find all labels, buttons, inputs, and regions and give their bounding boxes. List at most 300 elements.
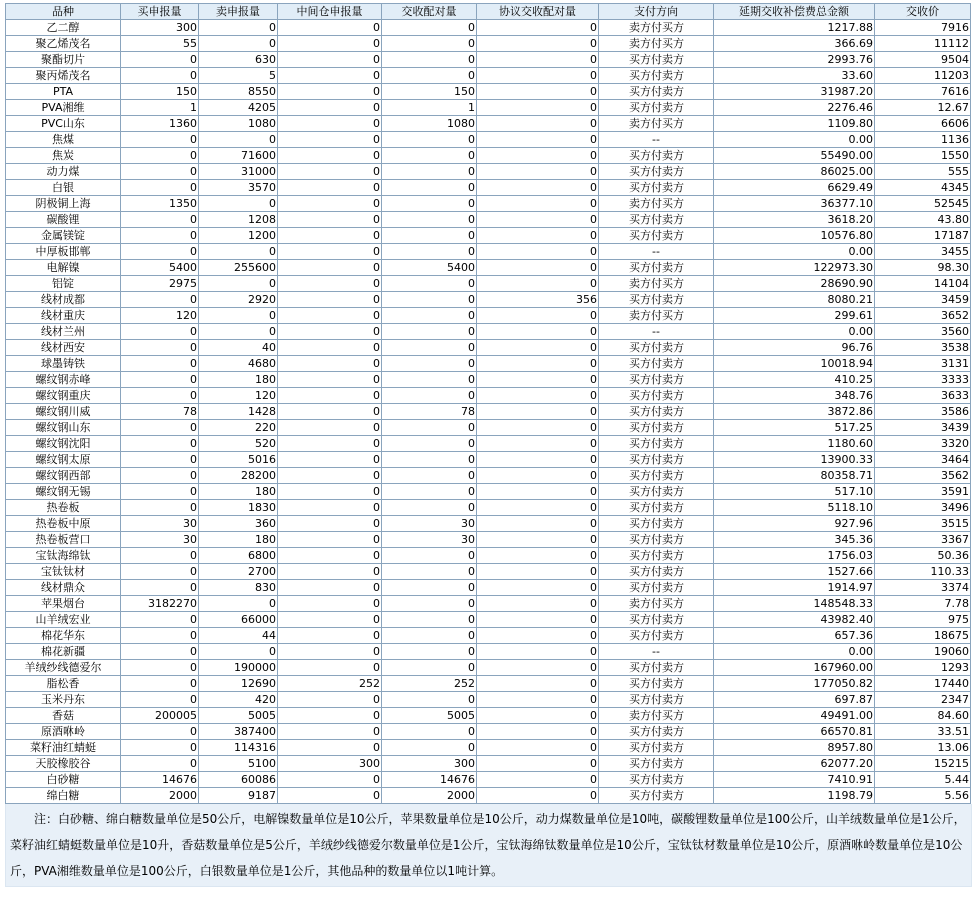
table-row — [6, 68, 971, 84]
cell-delivery-price: 3515 — [875, 516, 971, 532]
cell-agreement-qty: 0 — [477, 644, 599, 660]
cell-agreement-qty: 0 — [477, 484, 599, 500]
cell-sell-qty: 120 — [199, 388, 278, 404]
cell-middle-qty: 0 — [278, 244, 382, 260]
cell-buy-qty: 0 — [121, 676, 199, 692]
cell-match-qty: 14676 — [382, 772, 477, 788]
cell-middle-qty: 0 — [278, 452, 382, 468]
cell-product-name: 宝钛钛材 — [6, 564, 121, 580]
table-body — [6, 20, 971, 804]
cell-buy-qty: 0 — [121, 324, 199, 340]
cell-product-name: 线材兰州 — [6, 324, 121, 340]
cell-payment-direction: 卖方付买方 — [599, 276, 714, 292]
cell-agreement-qty: 0 — [477, 276, 599, 292]
cell-payment-direction: 买方付卖方 — [599, 340, 714, 356]
cell-compensation-total: 0.00 — [714, 244, 875, 260]
cell-sell-qty: 2920 — [199, 292, 278, 308]
table-row — [6, 100, 971, 116]
cell-product-name: PVC山东 — [6, 116, 121, 132]
cell-payment-direction: 买方付卖方 — [599, 532, 714, 548]
cell-product-name: 菜籽油红蜻蜓 — [6, 740, 121, 756]
cell-payment-direction: 买方付卖方 — [599, 68, 714, 84]
col-header-buy-qty: 买申报量 — [121, 4, 199, 20]
col-header-compensation-total: 延期交收补偿费总金额 — [714, 4, 875, 20]
cell-match-qty: 0 — [382, 388, 477, 404]
cell-sell-qty: 360 — [199, 516, 278, 532]
cell-buy-qty: 0 — [121, 388, 199, 404]
cell-match-qty: 0 — [382, 596, 477, 612]
cell-compensation-total: 1109.80 — [714, 116, 875, 132]
cell-match-qty: 0 — [382, 68, 477, 84]
cell-agreement-qty: 0 — [477, 36, 599, 52]
cell-product-name: 白砂糖 — [6, 772, 121, 788]
table-row — [6, 628, 971, 644]
cell-sell-qty: 0 — [199, 308, 278, 324]
cell-payment-direction: 买方付卖方 — [599, 500, 714, 516]
cell-compensation-total: 1914.97 — [714, 580, 875, 596]
cell-compensation-total: 62077.20 — [714, 756, 875, 772]
cell-middle-qty: 0 — [278, 692, 382, 708]
cell-sell-qty: 630 — [199, 52, 278, 68]
table-row — [6, 516, 971, 532]
cell-payment-direction: 买方付卖方 — [599, 228, 714, 244]
cell-payment-direction: -- — [599, 244, 714, 260]
cell-middle-qty: 300 — [278, 756, 382, 772]
cell-product-name: 螺纹钢川威 — [6, 404, 121, 420]
cell-buy-qty: 1350 — [121, 196, 199, 212]
cell-compensation-total: 96.76 — [714, 340, 875, 356]
cell-agreement-qty: 0 — [477, 548, 599, 564]
cell-compensation-total: 517.10 — [714, 484, 875, 500]
cell-buy-qty: 0 — [121, 548, 199, 564]
cell-buy-qty: 0 — [121, 340, 199, 356]
col-header-sell-qty: 卖申报量 — [199, 4, 278, 20]
cell-product-name: 线材成都 — [6, 292, 121, 308]
cell-agreement-qty: 0 — [477, 772, 599, 788]
cell-agreement-qty: 0 — [477, 756, 599, 772]
cell-middle-qty: 0 — [278, 260, 382, 276]
cell-sell-qty: 2700 — [199, 564, 278, 580]
cell-match-qty: 0 — [382, 180, 477, 196]
cell-delivery-price: 33.51 — [875, 724, 971, 740]
cell-product-name: 绵白糖 — [6, 788, 121, 804]
cell-sell-qty: 31000 — [199, 164, 278, 180]
cell-agreement-qty: 0 — [477, 788, 599, 804]
col-header-agreement-qty: 协议交收配对量 — [477, 4, 599, 20]
cell-buy-qty: 0 — [121, 692, 199, 708]
table-row — [6, 692, 971, 708]
cell-buy-qty: 0 — [121, 228, 199, 244]
cell-delivery-price: 52545 — [875, 196, 971, 212]
cell-sell-qty: 0 — [199, 20, 278, 36]
cell-product-name: 阴极铜上海 — [6, 196, 121, 212]
cell-compensation-total: 1198.79 — [714, 788, 875, 804]
cell-match-qty: 2000 — [382, 788, 477, 804]
cell-middle-qty: 0 — [278, 484, 382, 500]
cell-payment-direction: 买方付卖方 — [599, 788, 714, 804]
cell-buy-qty: 0 — [121, 452, 199, 468]
cell-payment-direction: 买方付卖方 — [599, 548, 714, 564]
cell-match-qty: 0 — [382, 564, 477, 580]
cell-agreement-qty: 0 — [477, 196, 599, 212]
cell-middle-qty: 0 — [278, 148, 382, 164]
cell-delivery-price: 14104 — [875, 276, 971, 292]
cell-sell-qty: 255600 — [199, 260, 278, 276]
cell-delivery-price: 2347 — [875, 692, 971, 708]
cell-middle-qty: 0 — [278, 708, 382, 724]
cell-compensation-total: 1180.60 — [714, 436, 875, 452]
cell-delivery-price: 3560 — [875, 324, 971, 340]
cell-compensation-total: 10576.80 — [714, 228, 875, 244]
cell-sell-qty: 0 — [199, 132, 278, 148]
cell-compensation-total: 7410.91 — [714, 772, 875, 788]
cell-sell-qty: 1080 — [199, 116, 278, 132]
cell-product-name: 螺纹钢重庆 — [6, 388, 121, 404]
cell-agreement-qty: 0 — [477, 724, 599, 740]
cell-middle-qty: 0 — [278, 372, 382, 388]
cell-middle-qty: 0 — [278, 660, 382, 676]
cell-match-qty: 150 — [382, 84, 477, 100]
cell-match-qty: 0 — [382, 356, 477, 372]
cell-buy-qty: 14676 — [121, 772, 199, 788]
cell-match-qty: 0 — [382, 452, 477, 468]
cell-sell-qty: 0 — [199, 644, 278, 660]
cell-product-name: 线材重庆 — [6, 308, 121, 324]
cell-match-qty: 0 — [382, 20, 477, 36]
table-row — [6, 436, 971, 452]
cell-middle-qty: 0 — [278, 564, 382, 580]
table-row — [6, 500, 971, 516]
cell-delivery-price: 19060 — [875, 644, 971, 660]
cell-sell-qty: 5005 — [199, 708, 278, 724]
cell-buy-qty: 3182270 — [121, 596, 199, 612]
cell-product-name: PTA — [6, 84, 121, 100]
cell-product-name: 螺纹钢西部 — [6, 468, 121, 484]
cell-payment-direction: 买方付卖方 — [599, 84, 714, 100]
cell-match-qty: 0 — [382, 212, 477, 228]
cell-compensation-total: 517.25 — [714, 420, 875, 436]
cell-buy-qty: 0 — [121, 180, 199, 196]
cell-compensation-total: 1756.03 — [714, 548, 875, 564]
cell-agreement-qty: 0 — [477, 692, 599, 708]
cell-agreement-qty: 0 — [477, 708, 599, 724]
table-row — [6, 164, 971, 180]
cell-agreement-qty: 0 — [477, 452, 599, 468]
cell-payment-direction: 买方付卖方 — [599, 356, 714, 372]
cell-payment-direction: 卖方付买方 — [599, 20, 714, 36]
table-row — [6, 548, 971, 564]
col-header-middle-qty: 中间仓申报量 — [278, 4, 382, 20]
cell-delivery-price: 12.67 — [875, 100, 971, 116]
cell-agreement-qty: 0 — [477, 212, 599, 228]
cell-product-name: 焦炭 — [6, 148, 121, 164]
cell-sell-qty: 4680 — [199, 356, 278, 372]
cell-match-qty: 0 — [382, 740, 477, 756]
cell-payment-direction: 买方付卖方 — [599, 468, 714, 484]
cell-middle-qty: 0 — [278, 548, 382, 564]
cell-delivery-price: 3320 — [875, 436, 971, 452]
cell-product-name: 碳酸锂 — [6, 212, 121, 228]
delivery-table — [5, 3, 971, 804]
cell-compensation-total: 2276.46 — [714, 100, 875, 116]
delivery-report — [5, 3, 970, 887]
cell-delivery-price: 7.78 — [875, 596, 971, 612]
cell-match-qty: 0 — [382, 132, 477, 148]
cell-compensation-total: 167960.00 — [714, 660, 875, 676]
cell-delivery-price: 5.44 — [875, 772, 971, 788]
table-row — [6, 580, 971, 596]
cell-delivery-price: 17187 — [875, 228, 971, 244]
cell-payment-direction: 买方付卖方 — [599, 756, 714, 772]
cell-match-qty: 0 — [382, 292, 477, 308]
cell-product-name: 螺纹钢太原 — [6, 452, 121, 468]
cell-product-name: 羊绒纱线德爱尔 — [6, 660, 121, 676]
cell-buy-qty: 0 — [121, 564, 199, 580]
cell-payment-direction: 卖方付买方 — [599, 196, 714, 212]
cell-sell-qty: 180 — [199, 372, 278, 388]
cell-buy-qty: 55 — [121, 36, 199, 52]
cell-compensation-total: 8080.21 — [714, 292, 875, 308]
cell-sell-qty: 12690 — [199, 676, 278, 692]
cell-payment-direction: 买方付卖方 — [599, 628, 714, 644]
table-row — [6, 356, 971, 372]
cell-agreement-qty: 0 — [477, 676, 599, 692]
cell-match-qty: 0 — [382, 612, 477, 628]
cell-match-qty: 1 — [382, 100, 477, 116]
table-row — [6, 116, 971, 132]
cell-buy-qty: 5400 — [121, 260, 199, 276]
cell-payment-direction: 买方付卖方 — [599, 676, 714, 692]
cell-payment-direction: 买方付卖方 — [599, 740, 714, 756]
cell-agreement-qty: 0 — [477, 388, 599, 404]
col-header-product: 品种 — [6, 4, 121, 20]
cell-middle-qty: 0 — [278, 532, 382, 548]
cell-product-name: 宝钛海绵钛 — [6, 548, 121, 564]
cell-buy-qty: 120 — [121, 308, 199, 324]
cell-compensation-total: 10018.94 — [714, 356, 875, 372]
cell-delivery-price: 3459 — [875, 292, 971, 308]
cell-match-qty: 30 — [382, 516, 477, 532]
table-row — [6, 532, 971, 548]
cell-product-name: 螺纹钢沈阳 — [6, 436, 121, 452]
cell-delivery-price: 7616 — [875, 84, 971, 100]
cell-match-qty: 0 — [382, 244, 477, 260]
cell-buy-qty: 0 — [121, 468, 199, 484]
cell-buy-qty: 200005 — [121, 708, 199, 724]
cell-compensation-total: 0.00 — [714, 324, 875, 340]
cell-agreement-qty: 356 — [477, 292, 599, 308]
cell-compensation-total: 299.61 — [714, 308, 875, 324]
cell-product-name: 铝锭 — [6, 276, 121, 292]
cell-sell-qty: 830 — [199, 580, 278, 596]
cell-buy-qty: 30 — [121, 516, 199, 532]
cell-middle-qty: 0 — [278, 420, 382, 436]
cell-agreement-qty: 0 — [477, 84, 599, 100]
cell-agreement-qty: 0 — [477, 516, 599, 532]
cell-middle-qty: 0 — [278, 36, 382, 52]
cell-delivery-price: 1293 — [875, 660, 971, 676]
table-row — [6, 196, 971, 212]
cell-product-name: 线材西安 — [6, 340, 121, 356]
cell-delivery-price: 3455 — [875, 244, 971, 260]
cell-agreement-qty: 0 — [477, 500, 599, 516]
cell-product-name: 原酒咻岭 — [6, 724, 121, 740]
cell-agreement-qty: 0 — [477, 660, 599, 676]
table-row — [6, 420, 971, 436]
cell-delivery-price: 84.60 — [875, 708, 971, 724]
cell-match-qty: 5005 — [382, 708, 477, 724]
cell-middle-qty: 0 — [278, 132, 382, 148]
cell-product-name: 聚丙烯茂名 — [6, 68, 121, 84]
cell-payment-direction: 买方付卖方 — [599, 292, 714, 308]
cell-payment-direction: 买方付卖方 — [599, 404, 714, 420]
cell-compensation-total: 348.76 — [714, 388, 875, 404]
cell-delivery-price: 3633 — [875, 388, 971, 404]
cell-compensation-total: 33.60 — [714, 68, 875, 84]
cell-match-qty: 0 — [382, 500, 477, 516]
cell-sell-qty: 190000 — [199, 660, 278, 676]
cell-sell-qty: 520 — [199, 436, 278, 452]
cell-agreement-qty: 0 — [477, 628, 599, 644]
cell-agreement-qty: 0 — [477, 564, 599, 580]
cell-sell-qty: 66000 — [199, 612, 278, 628]
cell-buy-qty: 0 — [121, 500, 199, 516]
cell-buy-qty: 0 — [121, 148, 199, 164]
cell-agreement-qty: 0 — [477, 20, 599, 36]
cell-sell-qty: 5100 — [199, 756, 278, 772]
cell-middle-qty: 0 — [278, 52, 382, 68]
cell-match-qty: 0 — [382, 724, 477, 740]
table-row — [6, 596, 971, 612]
cell-agreement-qty: 0 — [477, 436, 599, 452]
cell-payment-direction: 卖方付买方 — [599, 308, 714, 324]
cell-buy-qty: 0 — [121, 68, 199, 84]
cell-middle-qty: 0 — [278, 580, 382, 596]
cell-agreement-qty: 0 — [477, 116, 599, 132]
table-row — [6, 308, 971, 324]
cell-sell-qty: 5 — [199, 68, 278, 84]
cell-agreement-qty: 0 — [477, 100, 599, 116]
cell-payment-direction: 买方付卖方 — [599, 100, 714, 116]
table-row — [6, 644, 971, 660]
cell-compensation-total: 31987.20 — [714, 84, 875, 100]
cell-delivery-price: 975 — [875, 612, 971, 628]
cell-compensation-total: 28690.90 — [714, 276, 875, 292]
cell-compensation-total: 86025.00 — [714, 164, 875, 180]
cell-buy-qty: 0 — [121, 132, 199, 148]
cell-payment-direction: -- — [599, 324, 714, 340]
cell-product-name: 螺纹钢山东 — [6, 420, 121, 436]
cell-middle-qty: 0 — [278, 68, 382, 84]
cell-product-name: 中厚板邯郸 — [6, 244, 121, 260]
cell-buy-qty: 0 — [121, 756, 199, 772]
cell-sell-qty: 0 — [199, 596, 278, 612]
cell-delivery-price: 7916 — [875, 20, 971, 36]
cell-middle-qty: 0 — [278, 196, 382, 212]
cell-agreement-qty: 0 — [477, 228, 599, 244]
cell-sell-qty: 1208 — [199, 212, 278, 228]
cell-delivery-price: 3496 — [875, 500, 971, 516]
cell-middle-qty: 0 — [278, 468, 382, 484]
table-row — [6, 148, 971, 164]
cell-match-qty: 78 — [382, 404, 477, 420]
cell-payment-direction: 买方付卖方 — [599, 660, 714, 676]
cell-match-qty: 0 — [382, 148, 477, 164]
table-row — [6, 292, 971, 308]
cell-sell-qty: 9187 — [199, 788, 278, 804]
cell-buy-qty: 0 — [121, 580, 199, 596]
cell-match-qty: 5400 — [382, 260, 477, 276]
cell-middle-qty: 0 — [278, 180, 382, 196]
table-row — [6, 468, 971, 484]
table-row — [6, 276, 971, 292]
cell-middle-qty: 0 — [278, 772, 382, 788]
cell-sell-qty: 387400 — [199, 724, 278, 740]
cell-product-name: 螺纹钢无锡 — [6, 484, 121, 500]
cell-delivery-price: 555 — [875, 164, 971, 180]
cell-agreement-qty: 0 — [477, 148, 599, 164]
cell-match-qty: 0 — [382, 644, 477, 660]
cell-middle-qty: 0 — [278, 84, 382, 100]
cell-sell-qty: 0 — [199, 196, 278, 212]
cell-payment-direction: 买方付卖方 — [599, 52, 714, 68]
cell-delivery-price: 110.33 — [875, 564, 971, 580]
cell-middle-qty: 0 — [278, 20, 382, 36]
cell-middle-qty: 0 — [278, 388, 382, 404]
table-row — [6, 564, 971, 580]
cell-match-qty: 0 — [382, 308, 477, 324]
cell-delivery-price: 13.06 — [875, 740, 971, 756]
cell-middle-qty: 252 — [278, 676, 382, 692]
cell-payment-direction: 买方付卖方 — [599, 612, 714, 628]
cell-compensation-total: 177050.82 — [714, 676, 875, 692]
cell-buy-qty: 0 — [121, 612, 199, 628]
table-row — [6, 452, 971, 468]
cell-product-name: 动力煤 — [6, 164, 121, 180]
cell-delivery-price: 3591 — [875, 484, 971, 500]
table-row — [6, 212, 971, 228]
cell-delivery-price: 4345 — [875, 180, 971, 196]
table-row — [6, 708, 971, 724]
cell-buy-qty: 0 — [121, 660, 199, 676]
cell-compensation-total: 1527.66 — [714, 564, 875, 580]
cell-compensation-total: 8957.80 — [714, 740, 875, 756]
cell-delivery-price: 43.80 — [875, 212, 971, 228]
cell-sell-qty: 3570 — [199, 180, 278, 196]
cell-delivery-price: 15215 — [875, 756, 971, 772]
cell-middle-qty: 0 — [278, 164, 382, 180]
cell-sell-qty: 180 — [199, 532, 278, 548]
cell-agreement-qty: 0 — [477, 420, 599, 436]
cell-middle-qty: 0 — [278, 340, 382, 356]
cell-match-qty: 0 — [382, 548, 477, 564]
cell-product-name: 热卷板 — [6, 500, 121, 516]
table-row — [6, 484, 971, 500]
cell-match-qty: 300 — [382, 756, 477, 772]
cell-agreement-qty: 0 — [477, 372, 599, 388]
cell-middle-qty: 0 — [278, 404, 382, 420]
cell-agreement-qty: 0 — [477, 308, 599, 324]
cell-compensation-total: 0.00 — [714, 644, 875, 660]
cell-product-name: 香菇 — [6, 708, 121, 724]
cell-match-qty: 0 — [382, 52, 477, 68]
cell-product-name: 棉花新疆 — [6, 644, 121, 660]
table-row — [6, 788, 971, 804]
cell-sell-qty: 6800 — [199, 548, 278, 564]
cell-delivery-price: 3464 — [875, 452, 971, 468]
cell-delivery-price: 98.30 — [875, 260, 971, 276]
cell-middle-qty: 0 — [278, 228, 382, 244]
